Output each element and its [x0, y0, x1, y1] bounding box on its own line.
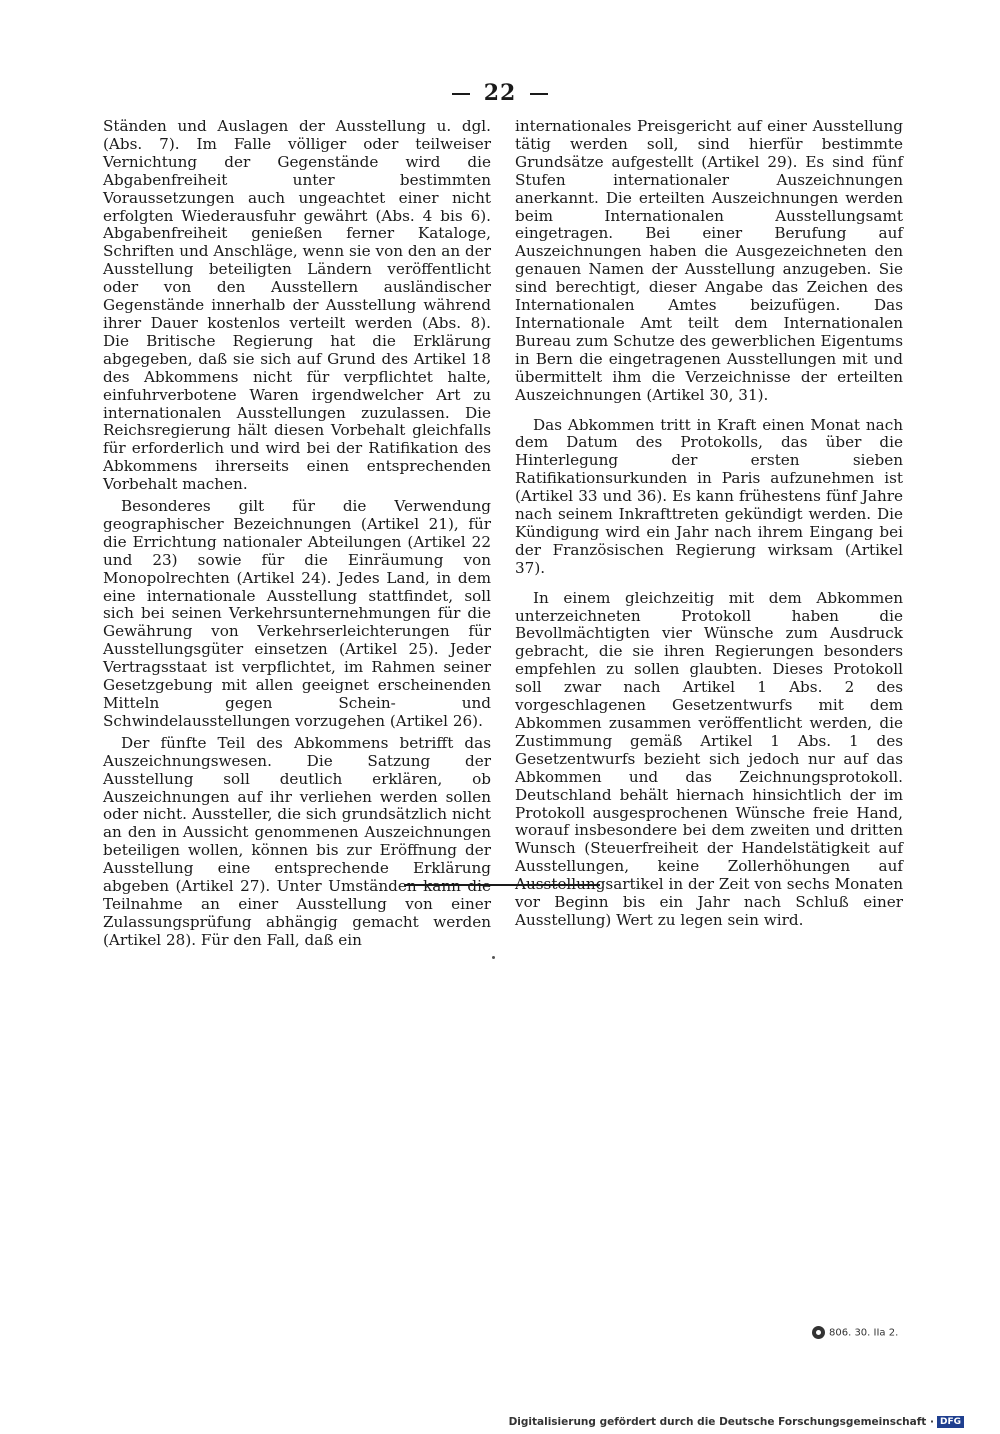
digitization-credit-text: Digitalisierung gefördert durch die Deutsche Forschungsgemeinschaft ·	[508, 1416, 934, 1428]
right-paragraph-3: In einem gleichzeitig mit dem Abkommen unterzeichneten Protokoll haben die Bevollmächtigten vier Wünsche zum Ausdruck gebracht, die sie ihren Regierungen besonders empfehlen zu sollen glaubten. Dieses Protokoll soll zwar nach Artikel 1 Abs. 2 des vorgeschlagenen Gesetzentwurfs mit dem Abkommen zusammen veröffentlicht werden, die Zustimmung gemäß Artikel 1 Abs. 1 des Gesetzentwurfs bezieht sich jedoch nur auf das Abkommen und das Zeichnungsprotokoll. Deutschland behält hiernach hinsichtlich der im Protokoll ausgesprochenen Wünsche freie Hand, worauf insbesondere bei dem zweiten und dritten Wunsch (Steuerfreiheit der Handelstätigkeit auf Ausstellungen, keine Zollerhöhungen auf Ausstellungsartikel in der Zeit von sechs Monaten vor Beginn bis ein Jahr nach Schluß einer Ausstellung) Wert zu legen sein wird.	[515, 588, 903, 929]
left-paragraph-1: Ständen und Auslagen der Ausstellung u. dgl. (Abs. 7). Im Falle völliger oder teilweiser Vernichtung der Gegenstände wird die Abgabenfreiheit unter bestimmten Voraussetzungen auch ungeachtet einer nicht erfolgten Wiederausfuhr gewährt (Abs. 4 bis 6). Abgabenfreiheit genießen ferner Kataloge, Schriften und Anschläge, wenn sie von den an der Ausstellung beteiligten Ländern veröffentlicht oder von den Ausstellern ausländischer Gegenstände innerhalb der Ausstellung während ihrer Dauer kostenlos verteilt werden (Abs. 8). Die Britische Regierung hat die Erklärung abgegeben, daß sie sich auf Grund des Artikel 18 des Abkommens nicht für verpflichtet halte, einfuhrverbotene Waren irgendwelcher Art zu internationalen Ausstellungen zuzulassen. Die Reichsregierung hält diesen Vorbehalt gleichfalls für erforderlich und wird bei der Ratifikation des Abkommens ihrerseits einen entsprechenden Vorbehalt machen.	[103, 117, 491, 494]
digitization-credit	[509, 1416, 964, 1428]
page-number-dash-right	[530, 93, 548, 95]
page-number-dash-left	[452, 93, 470, 95]
scan-speck	[492, 956, 495, 959]
right-paragraph-1: internationales Preisgericht auf einer Ausstellung tätig werden soll, sind hierfür bestimmte Grundsätze aufgestellt (Artikel 29). Es sind fünf Stufen internationaler Auszeichnungen anerkannt. Die erteilten Auszeichnungen werden beim Internationalen Ausstellungsamt eingetragen. Bei einer Berufung auf Auszeichnungen haben die Ausgezeichneten den genauen Namen der Ausstellung anzugeben. Sie sind berechtigt, dieser Angabe das Zeichen des Internationalen Amtes beizufügen. Das Internationale Amt teilt dem Internationalen Bureau zum Schutze des gewerblichen Eigentums in Bern die eingetragenen Ausstellungen mit und übermittelt ihm die Verzeichnisse der erteilten Auszeichnungen (Artikel 30, 31).	[515, 117, 903, 404]
left-column	[103, 118, 491, 950]
printer-mark	[812, 1326, 898, 1339]
right-column	[515, 118, 903, 930]
printer-mark-text: 806. 30. IIa 2.	[829, 1327, 899, 1339]
left-paragraph-3: Der fünfte Teil des Abkommens betrifft das Auszeichnungswesen. Die Satzung der Ausstellung soll deutlich erklären, ob Auszeichnungen auf ihr verliehen werden sollen oder nicht. Aussteller, die sich grundsätzlich nicht an den in Aussicht genommenen Auszeichnungen beteiligen wollen, können bis zur Eröffnung der Ausstellung eine entsprechende Erklärung abgeben (Artikel 27). Unter Umständen kann die Teilnahme an einer Ausstellung von einer Zulassungsprüfung abhängig gemacht werden (Artikel 28). Für den Fall, daß ein	[103, 733, 491, 949]
page-number-text: 22	[483, 80, 517, 106]
dfg-logo-icon: DFG	[937, 1416, 964, 1428]
closing-rule	[404, 884, 600, 886]
printer-seal-icon	[812, 1326, 825, 1339]
right-paragraph-2: Das Abkommen tritt in Kraft einen Monat nach dem Datum des Protokolls, das über die Hinterlegung der ersten sieben Ratifikationsurkunden in Paris aufzunehmen ist (Artikel 33 und 36). Es kann frühestens fünf Jahre nach seinem Inkrafttreten gekündigt werden. Die Kündigung wird ein Jahr nach ihrem Eingang bei der Französischen Regierung wirksam (Artikel 37).	[515, 415, 903, 577]
page-number	[0, 80, 1000, 106]
left-paragraph-2: Besonderes gilt für die Verwendung geographischer Bezeichnungen (Artikel 21), für die Errichtung nationaler Abteilungen (Artikel 22 und 23) sowie für die Einräumung von Monopolrechten (Artikel 24). Jedes Land, in dem eine internationale Ausstellung stattfindet, soll sich bei seinen Verkehrsunternehmungen für die Gewährung von Verkehrserleichterungen für Ausstellungsgüter einsetzen (Artikel 25). Jeder Vertragsstaat ist verpflichtet, im Rahmen seiner Gesetzgebung mit allen geeignet erscheinenden Mitteln gegen Schein- und Schwindelausstellungen vorzugehen (Artikel 26).	[103, 497, 491, 730]
